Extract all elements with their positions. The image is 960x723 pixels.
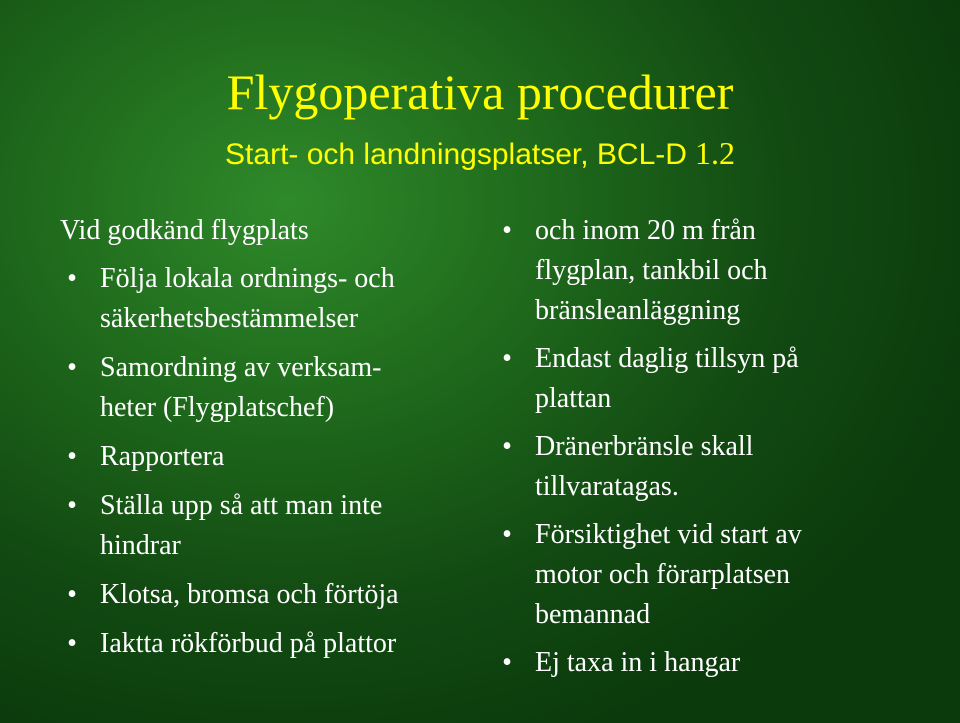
bullet-icon: •: [67, 579, 77, 610]
list-item: [495, 515, 935, 635]
list-item-line: plattan: [535, 383, 612, 414]
list-item: [60, 437, 480, 477]
list-item-line: motor och förarplatsen: [535, 559, 791, 590]
slide-title: Flygoperativa procedurer: [226, 64, 734, 120]
list-item-line: Samordning av verksam-: [100, 352, 382, 383]
list-item: [495, 427, 935, 507]
list-item-line: heter (Flygplatschef): [100, 392, 335, 423]
list-item: [60, 624, 480, 664]
slide-subtitle: [0, 133, 960, 175]
bullet-icon: •: [67, 441, 77, 472]
list-item-line: och inom 20 m från: [535, 215, 756, 246]
list-item: [60, 348, 480, 428]
bullet-icon: •: [502, 215, 512, 246]
right-column: [495, 211, 935, 691]
left-bullet-list: [60, 259, 480, 664]
bullet-icon: •: [67, 263, 77, 294]
list-item-line: Dränerbränsle skall: [535, 431, 754, 462]
list-item-line: bränsleanläggning: [535, 295, 741, 326]
list-item-line: Ej taxa in i hangar: [535, 647, 741, 678]
left-heading: Vid godkänd flygplats: [60, 215, 309, 246]
bullet-icon: •: [502, 519, 512, 550]
right-bullet-list: [495, 211, 935, 683]
bullet-icon: •: [502, 647, 512, 678]
left-column: [60, 211, 480, 673]
list-item-line: Försiktighet vid start av: [535, 519, 802, 550]
list-item-line: bemannad: [535, 599, 651, 630]
list-item-line: flygplan, tankbil och: [535, 255, 768, 286]
list-item: [60, 486, 480, 566]
list-item: [60, 259, 480, 339]
list-item-line: Rapportera: [100, 441, 225, 472]
list-item: [495, 643, 935, 683]
list-item-line: Klotsa, bromsa och förtöja: [100, 579, 399, 610]
bullet-icon: •: [67, 628, 77, 659]
list-item: [60, 575, 480, 615]
bullet-icon: •: [67, 490, 77, 521]
list-item: [495, 339, 935, 419]
list-item-line: Följa lokala ordnings- och: [100, 263, 395, 294]
list-item-line: Iaktta rökförbud på plattor: [100, 628, 397, 659]
list-item-line: Endast daglig tillsyn på: [535, 343, 799, 374]
slide-subtitle-text: Start- och landningsplatser, BCL-D: [225, 138, 687, 171]
list-item-line: Ställa upp så att man inte: [100, 490, 383, 521]
list-item-line: hindrar: [100, 530, 181, 561]
bullet-icon: •: [67, 352, 77, 383]
list-item: [495, 211, 935, 331]
slide-subtitle-number: 1.2: [694, 135, 735, 171]
list-item-line: säkerhetsbestämmelser: [100, 303, 359, 334]
bullet-icon: •: [502, 343, 512, 374]
list-item-line: tillvaratagas.: [535, 471, 679, 502]
bullet-icon: •: [502, 431, 512, 462]
